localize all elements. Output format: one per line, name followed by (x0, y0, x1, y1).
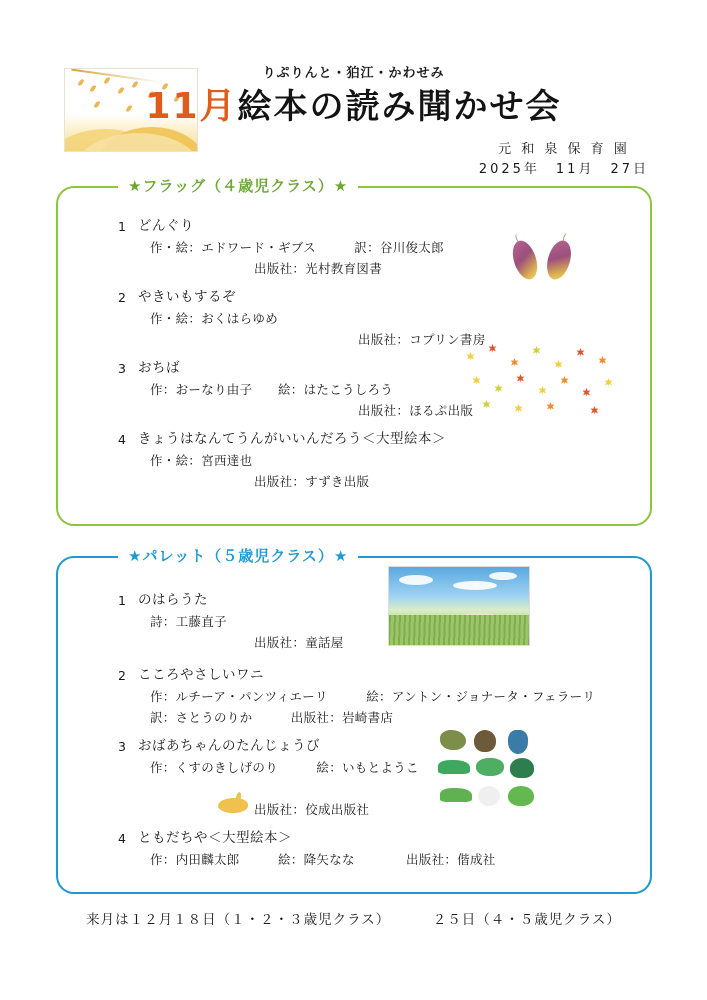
section-palette-title: ★パレット（５歳児クラス）★ (118, 545, 358, 566)
footer-next-month-2: ２５日（４・５歳児クラス） (432, 912, 621, 928)
entry-title: おばあちゃんのたんじょうび (138, 738, 320, 754)
footer-note (0, 908, 707, 928)
entry-title: ともだちや＜大型絵本＞ (138, 830, 292, 846)
page-title (0, 78, 707, 129)
entry-title: どんぐり (138, 218, 194, 234)
list-item (58, 429, 650, 492)
sweet-potato-illustration (506, 232, 596, 292)
entry-credit: 作：内田麟太郎 絵：降矢なな 出版社：偕成社 (150, 852, 496, 867)
footer-next-month: 来月は１２月１８日（１・２・３歳児クラス） (86, 912, 391, 928)
entry-credit: 作：おーなり由子 絵：はたこうしろう (150, 382, 394, 397)
animal-stickers-illustration (438, 730, 548, 822)
entry-number: 2 (118, 290, 126, 305)
entry-credit: 作：くすのきしげのり 絵：いもとようこ (150, 760, 419, 775)
list-item (58, 736, 650, 820)
event-date: 2025年 11月 27日 (478, 162, 649, 177)
section-palette-entries (58, 558, 650, 870)
entry-publisher: 出版社：コプリン書房 (358, 332, 486, 347)
entry-credit: 作・絵：おくはらゆめ (150, 311, 279, 326)
entry-number: 2 (118, 668, 126, 683)
page-header (0, 0, 707, 177)
header-subtitle: りぷりんと・狛江・かわせみ (262, 66, 445, 81)
organization-name: 元 和 泉 保 育 園 (498, 142, 630, 157)
section-palette (56, 547, 652, 894)
entry-credit: 作・絵：エドワード・ギブス 訳：谷川俊太郎 (150, 240, 444, 255)
section-flag (56, 177, 652, 526)
list-item (58, 665, 650, 728)
list-item (58, 590, 650, 653)
entry-credit: 作：ルチーア・パンツィエーリ 絵：アントン・ジョナータ・フェラーリ (150, 689, 596, 704)
entry-number: 3 (118, 739, 126, 754)
entry-publisher: 出版社：ほるぷ出版 (358, 403, 474, 418)
list-item (58, 828, 650, 870)
title-rest: 絵本の読み聞かせ会 (237, 87, 562, 127)
entry-title: おちば (138, 360, 180, 376)
entry-number: 4 (118, 432, 126, 447)
entry-number: 3 (118, 361, 126, 376)
entry-title: こころやさしいワニ (138, 667, 264, 683)
entry-publisher: 出版社：光村教育図書 (254, 261, 383, 276)
rabbit-sticker-icon (218, 794, 248, 814)
entry-number: 1 (118, 593, 126, 608)
entry-publisher: 出版社：童話屋 (254, 635, 344, 650)
entry-title: きょうはなんてうんがいいんだろう＜大型絵本＞ (138, 431, 446, 447)
entry-credit: 詩：工藤直子 (150, 614, 227, 629)
title-month: 11月 (145, 86, 238, 127)
entry-publisher: 出版社：佼成出版社 (254, 802, 370, 817)
section-flag-title: ★フラッグ（４歳児クラス）★ (118, 175, 358, 196)
autumn-leaves-illustration (458, 340, 638, 422)
entry-number: 4 (118, 831, 126, 846)
header-meta (479, 140, 649, 180)
entry-publisher: 出版社：すずき出版 (254, 474, 370, 489)
entry-publisher: 訳：さとうのりか 出版社：岩崎書店 (150, 710, 394, 725)
field-landscape-photo (388, 566, 530, 646)
entry-credit: 作・絵：宮西達也 (150, 453, 253, 468)
entry-number: 1 (118, 219, 126, 234)
entry-title: やきいもするぞ (138, 289, 236, 305)
entry-title: のはらうた (138, 592, 208, 608)
